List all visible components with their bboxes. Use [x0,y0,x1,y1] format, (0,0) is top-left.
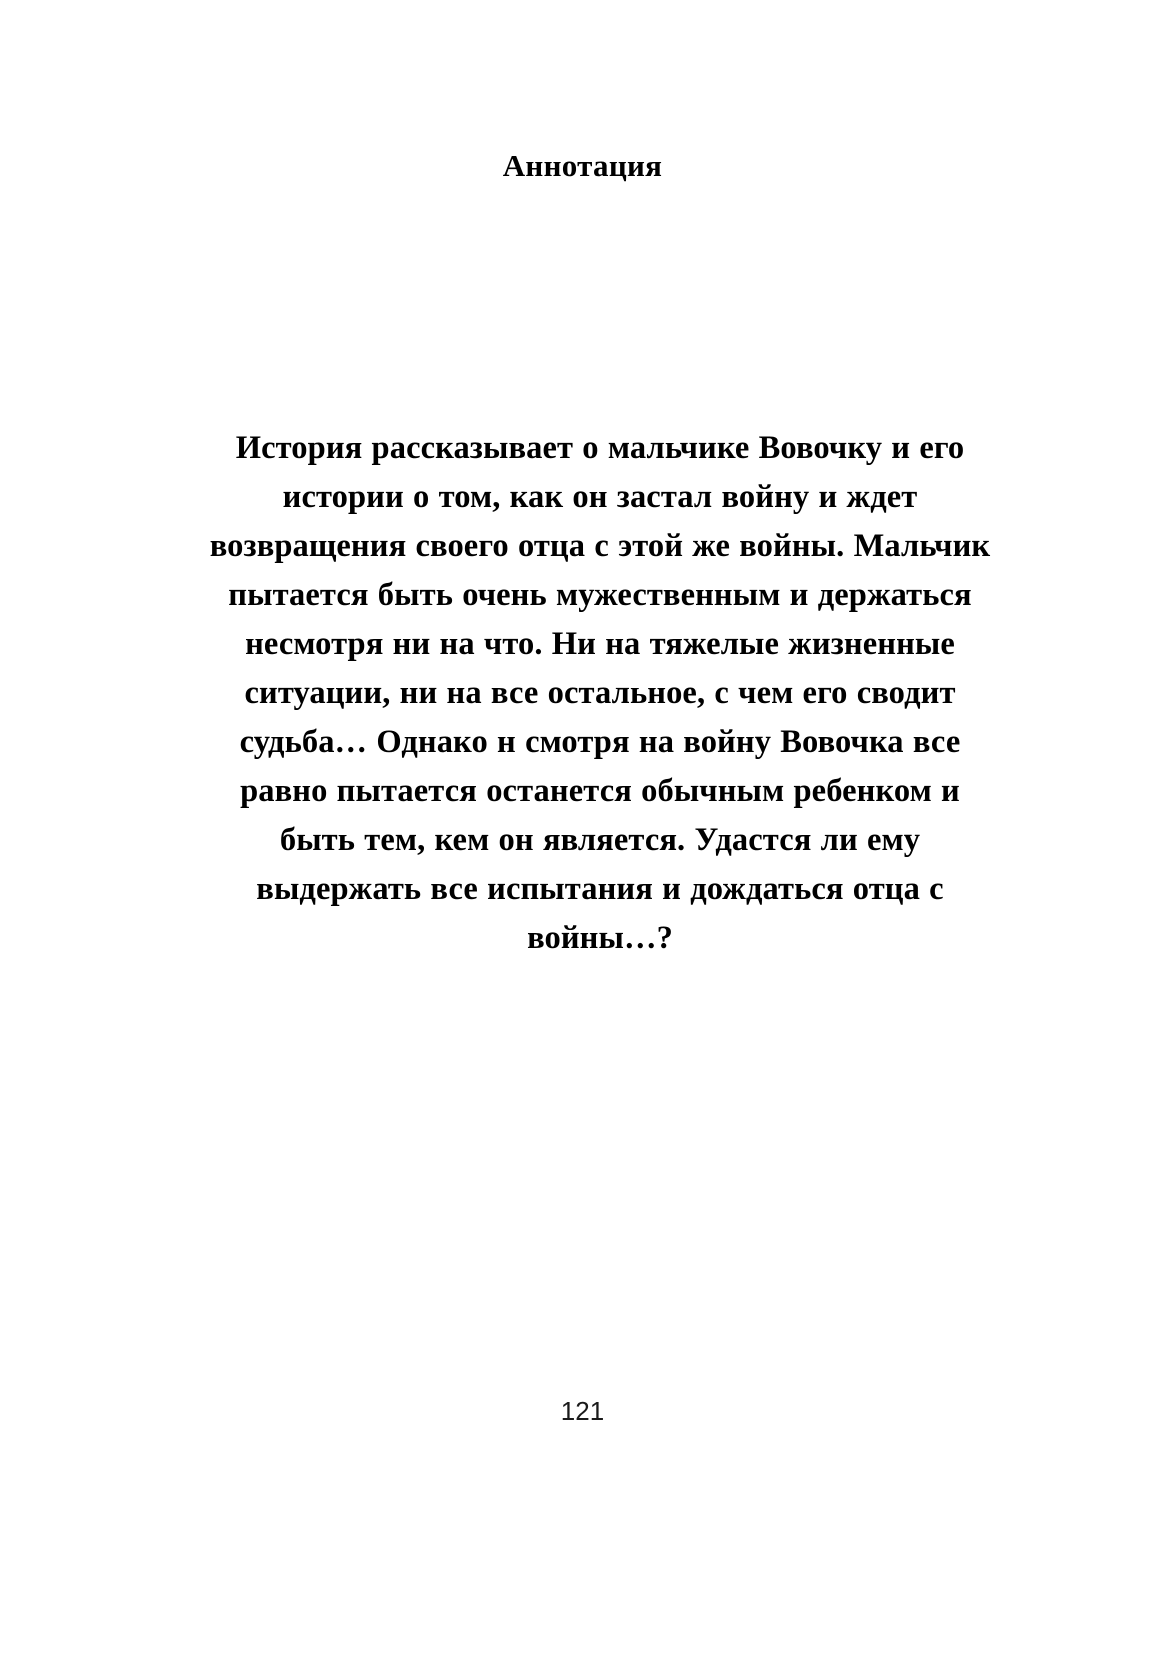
annotation-paragraph: История рассказывает о мальчике Вовочку и его истории о том, как он застал войну и ждет возвращения своего отца с этой же войны. Мальчик пытается быть очень мужественным и держаться несмотря ни на что. Ни на тяжелые жизненные ситуации, ни на все остальное, с чем его сводит судьба… Однако н смотря на войну Вовочка все равно пытается останется обычным ребенком и быть тем, кем он является. Удастся ли ему выдержать все испытания и дождаться отца с войны…? [209,430,991,956]
page-number: 121 [560,1396,605,1426]
page-title: Аннотация [502,148,663,183]
